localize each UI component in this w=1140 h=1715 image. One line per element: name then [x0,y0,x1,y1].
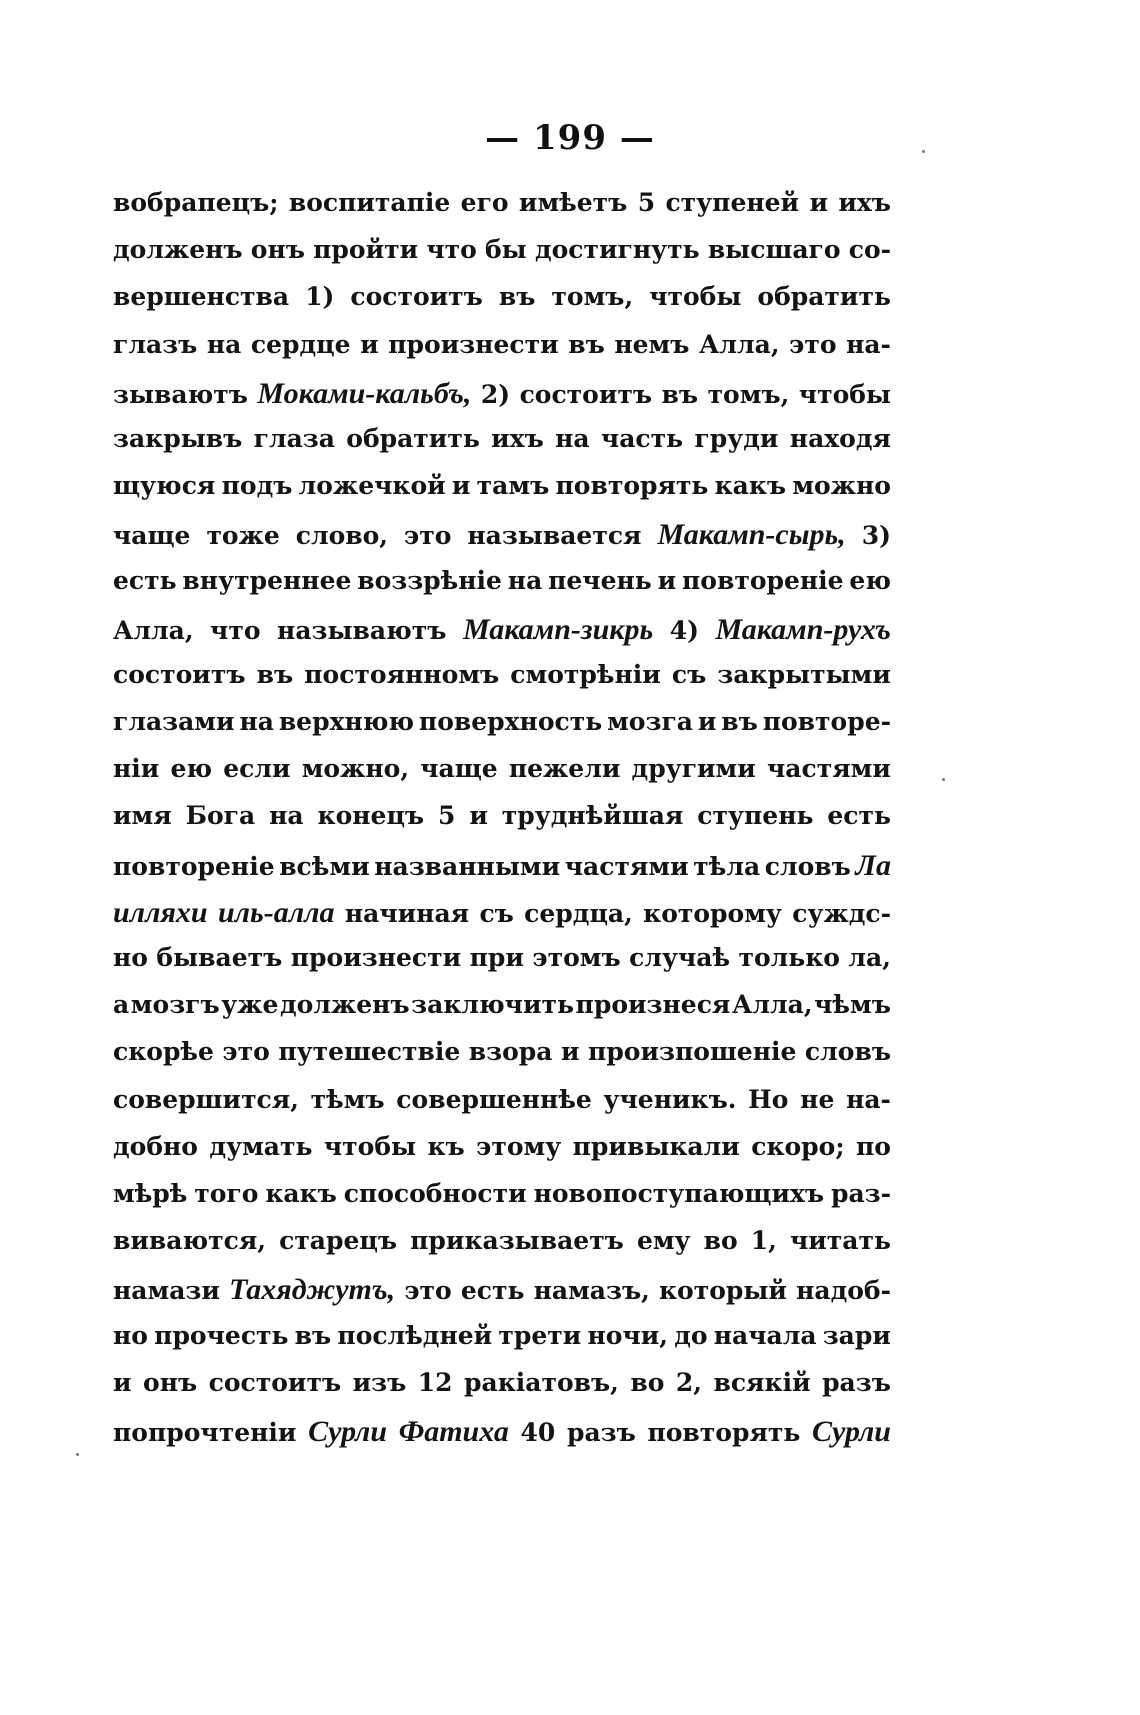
word: словъ [764,851,851,881]
word: по [855,1131,891,1161]
word: заключить [411,990,574,1020]
word: прочесть [154,1320,289,1350]
word: повторе- [762,707,891,737]
word: зываютъ [113,379,248,409]
word: это [403,521,452,551]
word: на [269,801,304,831]
word: 1, [750,1226,777,1256]
text-line [113,990,891,1037]
word: и [809,188,828,217]
text-line [113,660,891,707]
word: находя [789,423,891,453]
word: въ [294,1320,332,1350]
word: съ [671,659,707,689]
word: можно, [301,754,410,784]
word: надоб- [796,1276,891,1306]
text-line [113,330,891,377]
word: намази [113,1276,220,1306]
word: Алла, [732,990,813,1020]
word: имя [113,801,172,831]
word: если [223,754,291,784]
text-line [113,801,891,848]
word: 1) [305,282,335,312]
word: мѣрѣ [113,1178,188,1208]
word: есть [827,801,891,831]
word: старецъ [279,1226,398,1256]
word: уже [221,990,279,1020]
word: груди [694,423,779,453]
word: въ [568,329,605,359]
word: скорѣе [113,1037,214,1067]
text-line [113,566,891,613]
word: тѣла [693,851,761,881]
word: Бога [185,801,256,831]
word: называютъ [277,615,447,645]
text-line [113,1179,891,1226]
word: ихъ [838,188,891,217]
word: которому [643,898,782,928]
word: думать [209,1131,313,1161]
italic-word: иль-алла [217,895,335,929]
word: со- [848,235,891,265]
word: мозга [607,707,693,737]
word: повторять [555,471,709,501]
word: какъ [265,1178,337,1208]
word: обратить [346,423,480,453]
page-number: — 199 — [485,118,655,158]
italic-word: Моками-кальбъ, [257,376,472,410]
word: на [507,565,543,595]
word: тѣмъ [310,1084,385,1114]
italic-word: Макамп-зикрь [462,612,654,646]
word: пройти [313,235,419,265]
word: долженъ [113,235,243,265]
word: состоитъ [519,379,653,409]
word: состоитъ [350,282,483,312]
word: произнести [290,943,462,972]
text-line [113,1415,891,1462]
word: вершенства [113,282,290,312]
word: ступень [697,801,814,831]
word: 3) [861,521,891,551]
word: 5 [637,188,656,217]
word: 12 [417,1367,453,1397]
word: томъ, [707,379,790,409]
italic-word: Сурли [308,1414,388,1448]
word: долженъ [279,990,410,1020]
word: совершеннѣе [396,1084,592,1114]
text-line [113,1368,891,1415]
text-line [113,1037,891,1084]
word: щуюся [113,471,216,501]
word: ею [170,754,213,784]
word: глазъ [113,329,198,359]
text-line [113,377,891,424]
word: онъ [250,235,305,265]
text-line [113,707,891,754]
word: ложечкой [298,471,446,501]
word: изъ [352,1367,407,1397]
word: и [657,565,677,595]
italic-word: Сурли [812,1414,891,1448]
word: слово, [295,521,389,551]
word: ихъ [491,423,544,453]
word: въ [256,659,294,689]
word: взора [468,1037,553,1067]
text-line [113,1085,891,1132]
word: скоро; [751,1131,845,1161]
word: называется [467,521,642,551]
word: верхнюю [278,707,415,737]
word: онъ [143,1367,198,1397]
word: повтореніе [681,565,844,595]
word: случаѣ [629,943,731,972]
word: чтобы [649,282,742,312]
word: бы [485,235,527,265]
word: на [555,423,590,453]
word: его [460,188,509,217]
word: на [239,707,274,737]
word: до [674,1320,708,1350]
word: печень [548,565,652,595]
word: повтореніе [113,851,275,881]
word: и [697,707,717,737]
word: Но [748,1084,789,1114]
print-speck [922,150,925,153]
word: во [630,1367,665,1397]
word: это [404,1276,452,1306]
word: частями [767,754,891,784]
word: это [789,329,837,359]
word: совершится, [113,1084,299,1114]
text-line [113,896,891,943]
word: на [206,329,242,359]
word: что [210,615,261,645]
word: есть [113,565,177,595]
text-line [113,754,891,801]
word: сердца, [524,898,633,928]
text-line [113,471,891,518]
word: состоитъ [208,1367,342,1397]
word: 2) [480,379,511,409]
word: закрывъ [113,423,243,453]
word: который [658,1276,787,1306]
word: всякій [713,1367,811,1397]
italic-word: илляхи [113,895,208,929]
word: можно [792,471,891,501]
word: въ [721,707,758,737]
word: раз- [830,1178,891,1208]
word: Алла, [113,615,194,645]
word: есть [460,1276,525,1306]
word: способности [343,1178,527,1208]
word: чаще [113,521,191,551]
text-line [113,518,891,565]
text-line [113,282,891,329]
word: обратить [757,282,891,312]
word: что [426,235,477,265]
word: постоянномъ [304,659,500,689]
word: частями [564,851,689,881]
italic-word: Ла [855,848,891,882]
word: ею [849,565,891,595]
word: къ [427,1131,465,1161]
word: въ [661,379,699,409]
word: другими [631,754,756,784]
word: не [800,1084,835,1114]
word: ему [636,1226,691,1256]
word: глазами [113,707,235,737]
word: послѣдней [337,1320,493,1350]
word: состоитъ [113,659,246,689]
word: какъ [714,471,787,501]
word: произнести [388,329,559,359]
word: читать [789,1226,891,1256]
word: подъ [221,471,293,501]
word: на- [846,329,891,359]
word: съ [479,898,514,928]
word: конецъ [317,801,425,831]
text-line [113,849,891,896]
word: и [113,1367,132,1397]
word: воспитапіе [288,188,451,217]
word: ступеней [665,188,800,217]
word: путешествіе [278,1037,461,1067]
word: въ [498,282,536,312]
italic-word: Фатиха [398,1414,509,1448]
word: пежели [508,754,621,784]
word: немъ [614,329,690,359]
word: 40 [520,1417,556,1447]
word: этому [476,1131,562,1161]
word: разъ [822,1367,891,1397]
word: но [113,943,148,972]
word: но [113,1320,148,1350]
text-line [113,424,891,471]
word: 2, [675,1367,702,1397]
word: труднѣйшая [501,801,684,831]
word: начала [713,1320,817,1350]
word: и [560,1037,580,1067]
word: названными [374,851,561,881]
word: чѣмъ [814,990,891,1020]
word: томъ, [551,282,634,312]
text-line [113,1226,891,1273]
word: высшаго [707,235,841,265]
word: трети [498,1320,582,1350]
print-speck [76,1453,79,1456]
word: ракіатовъ, [464,1367,619,1397]
word: чтобы [798,379,891,409]
text-line [113,235,891,282]
word: словъ [804,1037,891,1067]
word: этомъ [532,943,621,972]
word: и [451,471,471,501]
word: суждс- [792,898,891,928]
italic-word: Макамп-сырь, [657,518,846,552]
word: только [738,943,840,972]
word: виваются, [113,1226,267,1256]
word: всѣми [279,851,370,881]
word: новопоступающихъ [533,1178,825,1208]
word: вобрапецъ; [113,188,279,217]
word: Алла, [699,329,780,359]
word: имѣетъ [518,188,628,217]
word: попрочтеніи [113,1417,297,1447]
word: а [113,990,130,1020]
word: поверхность [418,707,603,737]
print-speck [942,778,945,781]
word: это [222,1037,270,1067]
italic-word: Тахяджутъ, [229,1273,396,1307]
word: во [703,1226,738,1256]
word: достигнуть [534,235,700,265]
word: и [360,329,379,359]
word: повторять [647,1417,801,1447]
text-line [113,188,891,235]
word: разъ [566,1417,636,1447]
word: воззрѣніе [357,565,502,595]
word: тамъ [476,471,550,501]
word: смотрѣніи [510,659,661,689]
word: приказываетъ [410,1226,624,1256]
word: произпошеніе [588,1037,797,1067]
text-line [113,1132,891,1179]
word: тоже [206,521,280,551]
word: ла, [848,943,891,972]
word: ученикъ. [603,1084,737,1114]
word: произнеся [575,990,731,1020]
word: 4) [669,615,699,645]
text-line [113,943,891,990]
word: ночи, [587,1320,669,1350]
word: ніи [113,754,160,784]
word: часть [600,423,684,453]
word: намазъ, [533,1276,650,1306]
word: сердце [250,329,351,359]
word: и [469,801,488,831]
word: зари [822,1320,891,1350]
word: на- [846,1084,891,1114]
word: мозгъ [130,990,220,1020]
word: добно [113,1131,198,1161]
word: начиная [344,898,470,928]
word: того [194,1178,259,1208]
word: привыкали [572,1131,740,1161]
word: бываетъ [156,943,283,972]
word: чтобы [323,1131,417,1161]
word: 5 [438,801,456,831]
word: при [469,943,524,972]
word: закрытыми [717,659,891,689]
word: чаще [420,754,498,784]
word: глаза [253,423,335,453]
body-text [113,188,891,1462]
text-line [113,1321,891,1368]
text-line [113,613,891,660]
text-line [113,1273,891,1320]
italic-word: Макамп-рухъ [715,612,891,646]
word: внутреннее [182,565,352,595]
